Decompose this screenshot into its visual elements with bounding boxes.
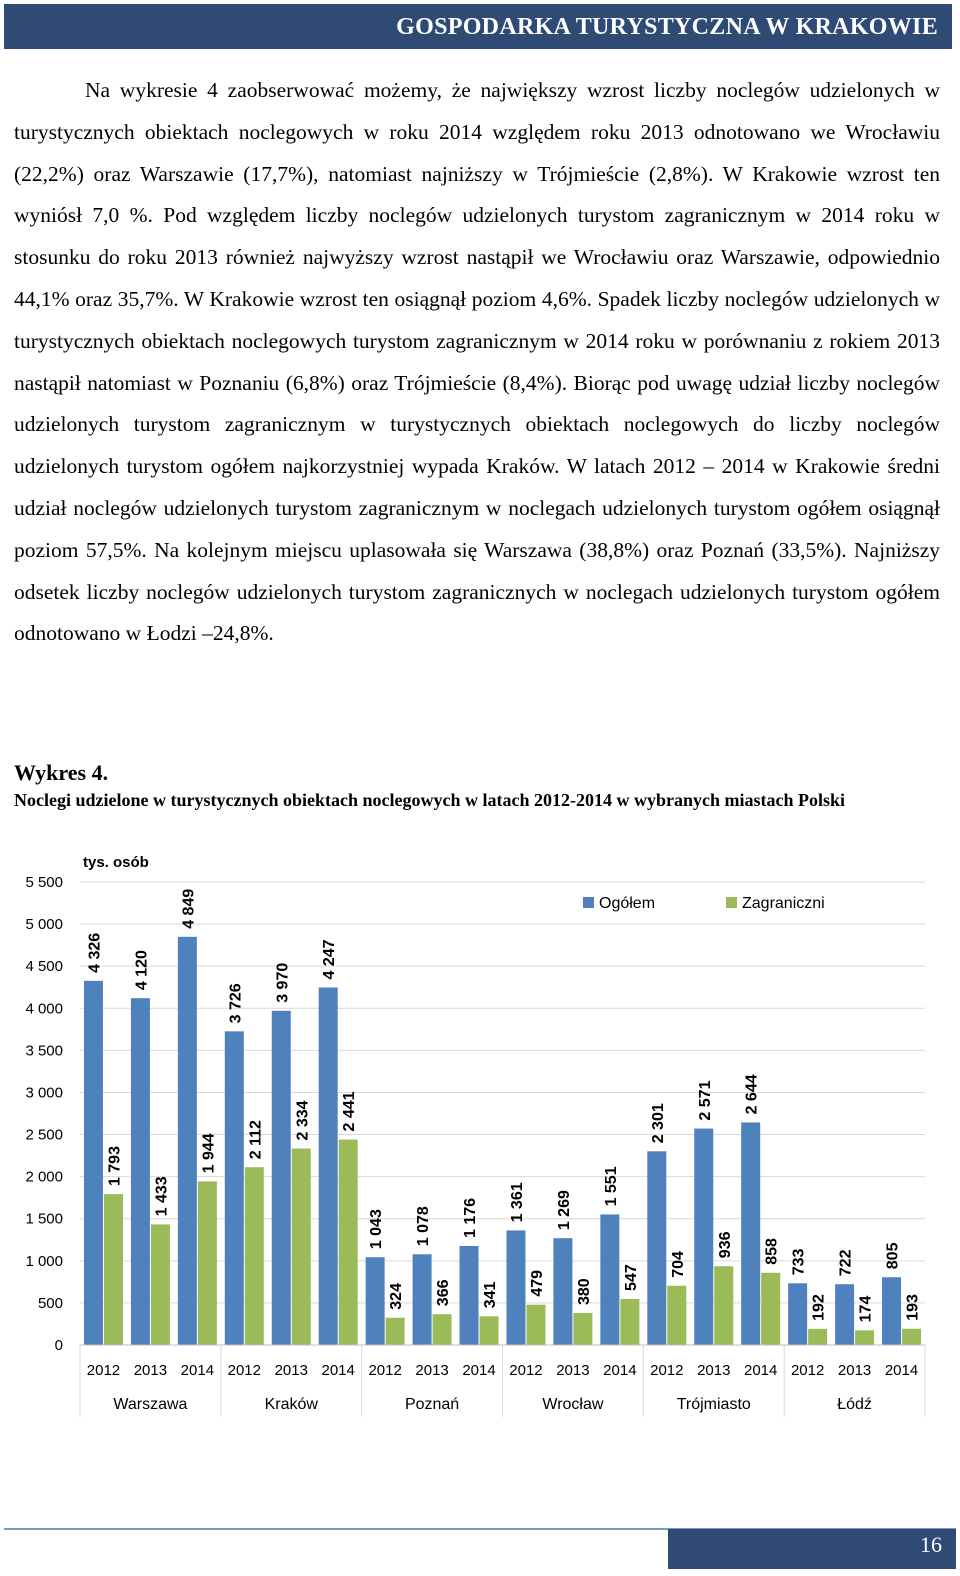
bar-chart: [0, 840, 960, 1430]
x-group-label: Poznań: [404, 1396, 460, 1413]
bar-zagraniczni: [667, 1286, 686, 1345]
bar-ogolem: [694, 1129, 713, 1345]
y-tick-label: 2 000: [25, 1168, 63, 1186]
bar-zagraniczni: [480, 1316, 499, 1345]
data-label-zagraniczni: 936: [716, 1231, 734, 1259]
legend-swatch: [583, 897, 594, 908]
x-tick-year: 2014: [321, 1362, 355, 1379]
bar-zagraniczni: [808, 1329, 827, 1345]
y-tick-label: 1 500: [25, 1210, 63, 1228]
x-tick-year: 2013: [133, 1362, 168, 1379]
x-tick-year: 2012: [368, 1362, 402, 1379]
x-group-label: Kraków: [264, 1396, 318, 1413]
data-label-zagraniczni: 2 441: [341, 1091, 359, 1132]
y-tick-label: 5 000: [25, 916, 63, 934]
bar-ogolem: [225, 1031, 244, 1345]
unit-label: tys. osób: [83, 854, 149, 871]
data-label-zagraniczni: 1 944: [200, 1133, 218, 1174]
x-tick-year: 2014: [462, 1362, 496, 1379]
bar-ogolem: [131, 998, 150, 1345]
data-label-zagraniczni: 1 793: [106, 1146, 124, 1187]
bar-ogolem: [460, 1246, 479, 1345]
x-group-label: Trójmiasto: [676, 1396, 751, 1413]
data-label-zagraniczni: 192: [810, 1294, 828, 1321]
data-label-ogolem: 4 247: [321, 939, 339, 980]
y-tick-label: 4 500: [25, 958, 63, 976]
bar-ogolem: [84, 981, 103, 1345]
x-tick-year: 2012: [227, 1362, 261, 1379]
data-label-ogolem: 3 726: [227, 983, 245, 1024]
data-label-zagraniczni: 174: [857, 1295, 875, 1323]
data-label-zagraniczni: 193: [904, 1294, 922, 1321]
body-paragraph: Na wykresie 4 zaobserwować możemy, że największy wzrost liczby noclegów udzielonych w turystycznych obiektach noclegowych w roku 2014 względem roku 2013 odnotowano we Wrocławiu (22,2%) oraz Warszawie (17,7%), natomiast najniższy w Trójmieście (2,8%). W Krakowie wzrost ten wyniósł 7,0 %. Pod względem liczby noclegów udzielonych turystom zagranicznym w 2014 roku w stosunku do roku 2013 również najwyższy wzrost nastąpił we Wrocławiu oraz Warszawie, odpowiednio 44,1% oraz 35,7%. W Krakowie wzrost ten osiągnął poziom 4,6%. Spadek liczby noclegów udzielonych w turystycznych obiektach noclegowych turystom zagranicznym w 2014 roku w porównaniu z rokiem 2013 nastąpił natomiast w Poznaniu (6,8%) oraz Trójmieście (8,4%). Biorąc pod uwagę udział liczby noclegów udzielonych turystom zagranicznym w turystycznych obiektach noclegowych do liczby noclegów udzielonych turystom ogółem najkorzystniej wypada Kraków. W latach 2012 – 2014 w Krakowie średni udział noclegów udzielonych turystom zagranicznym w noclegach udzielonych turystom ogółem osiągnął poziom 57,5%. Na kolejnym miejscu uplasowała się Warszawa (38,8%) oraz Poznań (33,5%). Najniższy odsetek liczby noclegów udzielonych turystom zagranicznych w noclegach udzielonych turystom ogółem odnotowano w Łodzi –24,8%.: [14, 78, 940, 646]
footer-box: [668, 1529, 956, 1569]
data-label-ogolem: 1 176: [462, 1197, 480, 1239]
data-label-zagraniczni: 858: [763, 1238, 781, 1265]
data-label-zagraniczni: 324: [388, 1283, 406, 1310]
body-text: [14, 70, 940, 655]
data-label-ogolem: 733: [790, 1248, 808, 1276]
data-label-ogolem: 4 326: [86, 932, 104, 973]
data-label-zagraniczni: 341: [482, 1281, 500, 1309]
y-tick-label: 5 500: [25, 874, 63, 891]
bar-zagraniczni: [620, 1299, 639, 1345]
x-tick-year: 2013: [415, 1362, 449, 1379]
x-tick-year: 2013: [556, 1362, 590, 1379]
legend-label: Zagraniczni: [742, 895, 825, 912]
data-label-ogolem: 1 078: [415, 1206, 433, 1247]
data-label-ogolem: 1 361: [508, 1182, 526, 1223]
bar-zagraniczni: [573, 1313, 592, 1345]
bar-zagraniczni: [714, 1266, 733, 1345]
bar-zagraniczni: [526, 1305, 545, 1345]
x-tick-year: 2013: [837, 1362, 872, 1379]
bar-zagraniczni: [245, 1167, 264, 1345]
bar-ogolem: [788, 1283, 807, 1345]
x-tick-year: 2014: [744, 1362, 778, 1379]
bar-zagraniczni: [198, 1181, 217, 1345]
data-label-ogolem: 3 970: [274, 962, 292, 1003]
data-label-ogolem: 4 849: [180, 888, 198, 929]
x-tick-year: 2012: [790, 1362, 825, 1379]
x-tick-year: 2013: [697, 1362, 731, 1379]
x-tick-year: 2014: [603, 1362, 637, 1379]
data-label-zagraniczni: 366: [435, 1279, 453, 1307]
legend-label: Ogółem: [599, 895, 656, 912]
data-label-zagraniczni: 1 433: [153, 1176, 171, 1217]
y-tick-label: 0: [54, 1337, 63, 1354]
figure-caption: Noclegi udzielone w turystycznych obiektach noclegowych w latach 2012-2014 w wybranych miastach Polski: [14, 790, 845, 810]
y-tick-label: 4 000: [25, 1000, 63, 1018]
header-title: GOSPODARKA TURYSTYCZNA W KRAKOWIE: [396, 14, 938, 40]
header-bar: [4, 4, 952, 49]
y-tick-label: 3 500: [25, 1042, 63, 1060]
y-tick-label: 1 000: [25, 1252, 63, 1270]
x-tick-year: 2014: [884, 1362, 919, 1379]
data-label-ogolem: 2 571: [696, 1080, 714, 1121]
figure-label: Wykres 4.: [14, 760, 109, 785]
bar-ogolem: [366, 1257, 385, 1345]
data-label-zagraniczni: 547: [622, 1264, 640, 1291]
y-tick-label: 500: [37, 1294, 63, 1312]
y-tick-label: 2 500: [25, 1126, 63, 1144]
data-label-ogolem: 2 301: [649, 1103, 667, 1144]
data-label-ogolem: 1 043: [368, 1209, 386, 1250]
bar-ogolem: [178, 937, 197, 1345]
bar-zagraniczni: [761, 1273, 780, 1345]
data-label-ogolem: 722: [837, 1249, 855, 1277]
x-tick-year: 2012: [86, 1362, 121, 1379]
bar-ogolem: [741, 1122, 760, 1345]
data-label-ogolem: 1 551: [602, 1166, 620, 1207]
bar-zagraniczni: [151, 1224, 170, 1345]
bar-zagraniczni: [386, 1318, 405, 1345]
data-label-ogolem: 2 644: [743, 1074, 761, 1115]
page-number: 16: [920, 1532, 942, 1557]
legend-swatch: [726, 897, 737, 908]
bar-ogolem: [413, 1254, 432, 1345]
data-label-ogolem: 1 269: [555, 1190, 573, 1231]
data-label-zagraniczni: 479: [528, 1269, 546, 1297]
bar-ogolem: [553, 1238, 572, 1345]
bar-ogolem: [319, 987, 338, 1345]
x-tick-year: 2014: [180, 1362, 215, 1379]
bar-zagraniczni: [433, 1314, 452, 1345]
data-label-ogolem: 805: [884, 1242, 902, 1270]
x-tick-year: 2012: [509, 1362, 543, 1379]
x-tick-year: 2013: [274, 1362, 308, 1379]
bar-ogolem: [882, 1277, 901, 1345]
data-label-zagraniczni: 2 334: [294, 1100, 312, 1141]
data-label-ogolem: 4 120: [133, 950, 151, 991]
bar-ogolem: [600, 1214, 619, 1345]
bar-ogolem: [647, 1151, 666, 1345]
bar-ogolem: [835, 1284, 854, 1345]
y-tick-label: 3 000: [25, 1084, 63, 1102]
x-group-label: Warszawa: [113, 1396, 188, 1413]
x-group-label: Łódź: [837, 1396, 872, 1413]
bar-zagraniczni: [855, 1330, 874, 1345]
data-label-zagraniczni: 704: [669, 1251, 687, 1278]
x-group-label: Wrocław: [542, 1396, 604, 1413]
bar-zagraniczni: [104, 1194, 123, 1345]
bar-zagraniczni: [902, 1329, 921, 1345]
bar-zagraniczni: [339, 1140, 358, 1345]
data-label-zagraniczni: 2 112: [247, 1120, 265, 1160]
bar-zagraniczni: [292, 1149, 311, 1345]
x-tick-year: 2012: [650, 1362, 684, 1379]
bar-ogolem: [272, 1011, 291, 1345]
bar-ogolem: [506, 1230, 525, 1345]
data-label-zagraniczni: 380: [575, 1278, 593, 1306]
